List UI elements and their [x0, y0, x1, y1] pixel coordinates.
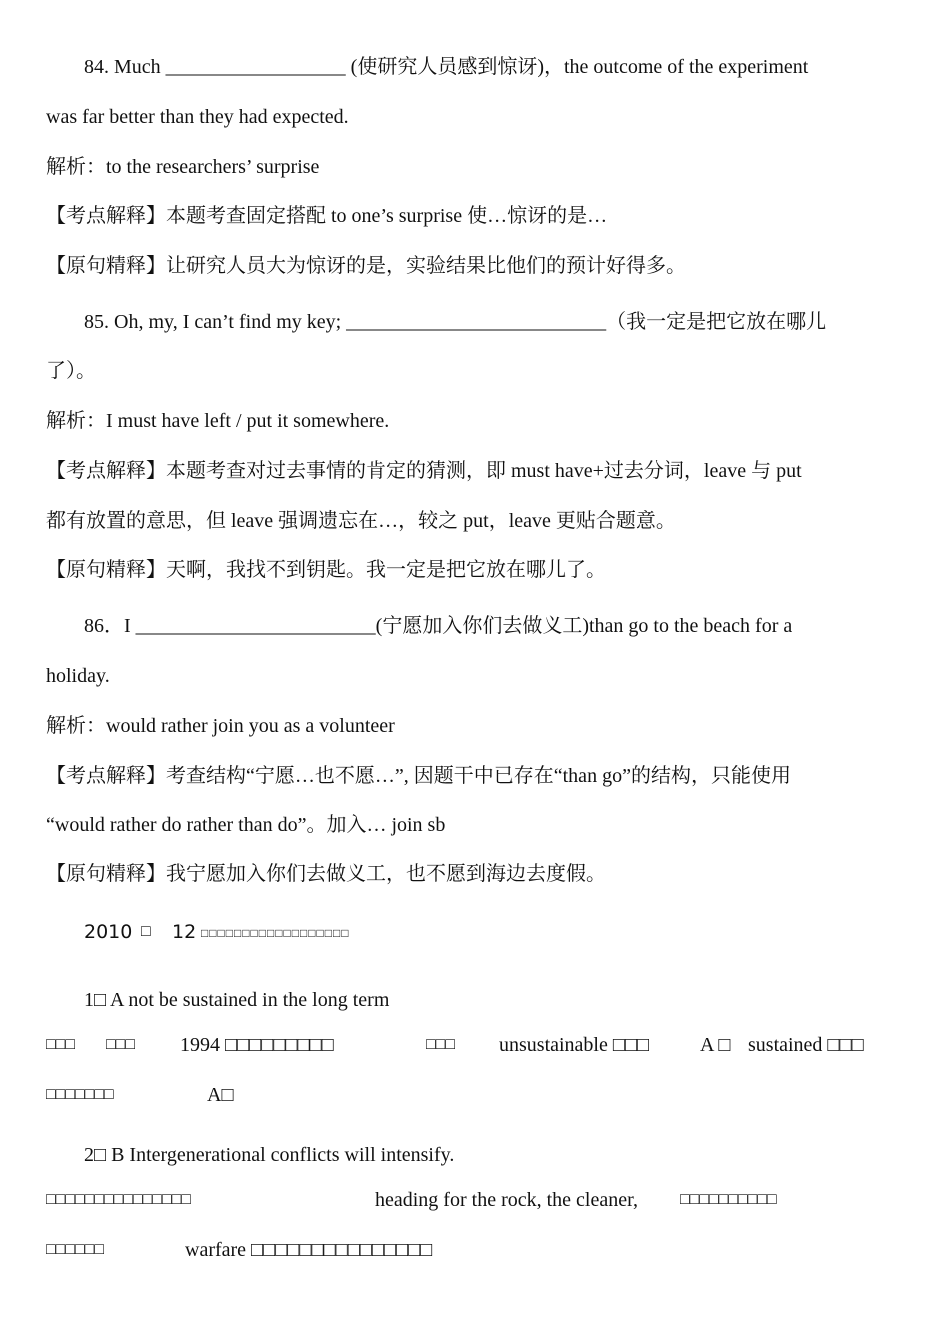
q84-point-explanation: 【考点解释】本题考查固定搭配 to one’s surprise 使…惊讶的是… [46, 205, 608, 227]
section-heading-month: 12 [172, 921, 197, 943]
q84-question-line2: was far better than they had expected. [46, 106, 349, 128]
a2-r2-seg-c: □□□□□□□□□□ [680, 1191, 777, 1208]
a1-r3-seg-b: A□ [207, 1084, 234, 1106]
answer1-line: 1□ A not be sustained in the long term [84, 989, 390, 1011]
answer2-line: 2□ B Intergenerational conflicts will intensify. [84, 1144, 455, 1166]
a2-r2-seg-b: heading for the rock, the cleaner, [375, 1189, 638, 1211]
q85-point-explanation-line1: 【考点解释】本题考查对过去事情的肯定的猜测，即 must have+过去分词，leave 与 put [46, 460, 802, 482]
q85-question-line2: 了）。 [46, 360, 96, 382]
a1-r2-seg-d: □□□ [426, 1036, 455, 1053]
q84-question-line1: 84. Much __________________ (使研究人员感到惊讶)，the outcome of the experiment [84, 56, 809, 78]
a1-r2-seg-b: □□□ [106, 1036, 135, 1053]
q86-point-explanation-line2: “would rather do rather than do”。加入… join sb [46, 814, 446, 836]
a1-r2-seg-f: A □ [700, 1034, 731, 1056]
a2-r3-seg-a: □□□□□□ [46, 1241, 104, 1258]
section-heading-year: 2010 [84, 921, 133, 943]
q85-answer: 解析：I must have left / put it somewhere. [46, 410, 390, 432]
a1-r2-seg-c: 1994 □□□□□□□□□ [180, 1034, 334, 1056]
a1-r2-seg-g: sustained □□□ [748, 1034, 864, 1056]
q85-translation: 【原句精释】天啊，我找不到钥匙。我一定是把它放在哪儿了。 [46, 559, 606, 581]
a1-r2-seg-e: unsustainable □□□ [499, 1034, 650, 1056]
q85-point-explanation-line2: 都有放置的意思，但 leave 强调遗忘在…，较之 put，leave 更贴合题意。 [46, 510, 676, 532]
q86-question-line1: 86．I ________________________(宁愿加入你们去做义工)than go to the beach for a [84, 615, 793, 637]
q86-translation: 【原句精释】我宁愿加入你们去做义工，也不愿到海边去度假。 [46, 863, 606, 885]
section-heading-text: □□□□□□□□□□□□□□□□□□ [201, 926, 350, 940]
a1-r3-seg-a: □□□□□□□ [46, 1086, 114, 1103]
a2-r2-seg-a: □□□□□□□□□□□□□□□ [46, 1191, 191, 1208]
q86-question-line2: holiday. [46, 665, 110, 687]
a2-r3-seg-b: warfare □□□□□□□□□□□□□□□ [185, 1239, 433, 1261]
q84-translation: 【原句精释】让研究人员大为惊讶的是，实验结果比他们的预计好得多。 [46, 255, 686, 277]
section-heading-box: □ [141, 923, 151, 940]
q86-answer: 解析：would rather join you as a volunteer [46, 715, 395, 737]
a1-r2-seg-a: □□□ [46, 1036, 75, 1053]
q86-point-explanation-line1: 【考点解释】考查结构“宁愿…也不愿…”, 因题干中已存在“than go”的结构，只能使用 [46, 765, 791, 787]
q85-question-line1: 85. Oh, my, I can’t find my key; __________________________（我一定是把它放在哪儿 [84, 311, 827, 333]
q84-answer: 解析：to the researchers’ surprise [46, 156, 320, 178]
